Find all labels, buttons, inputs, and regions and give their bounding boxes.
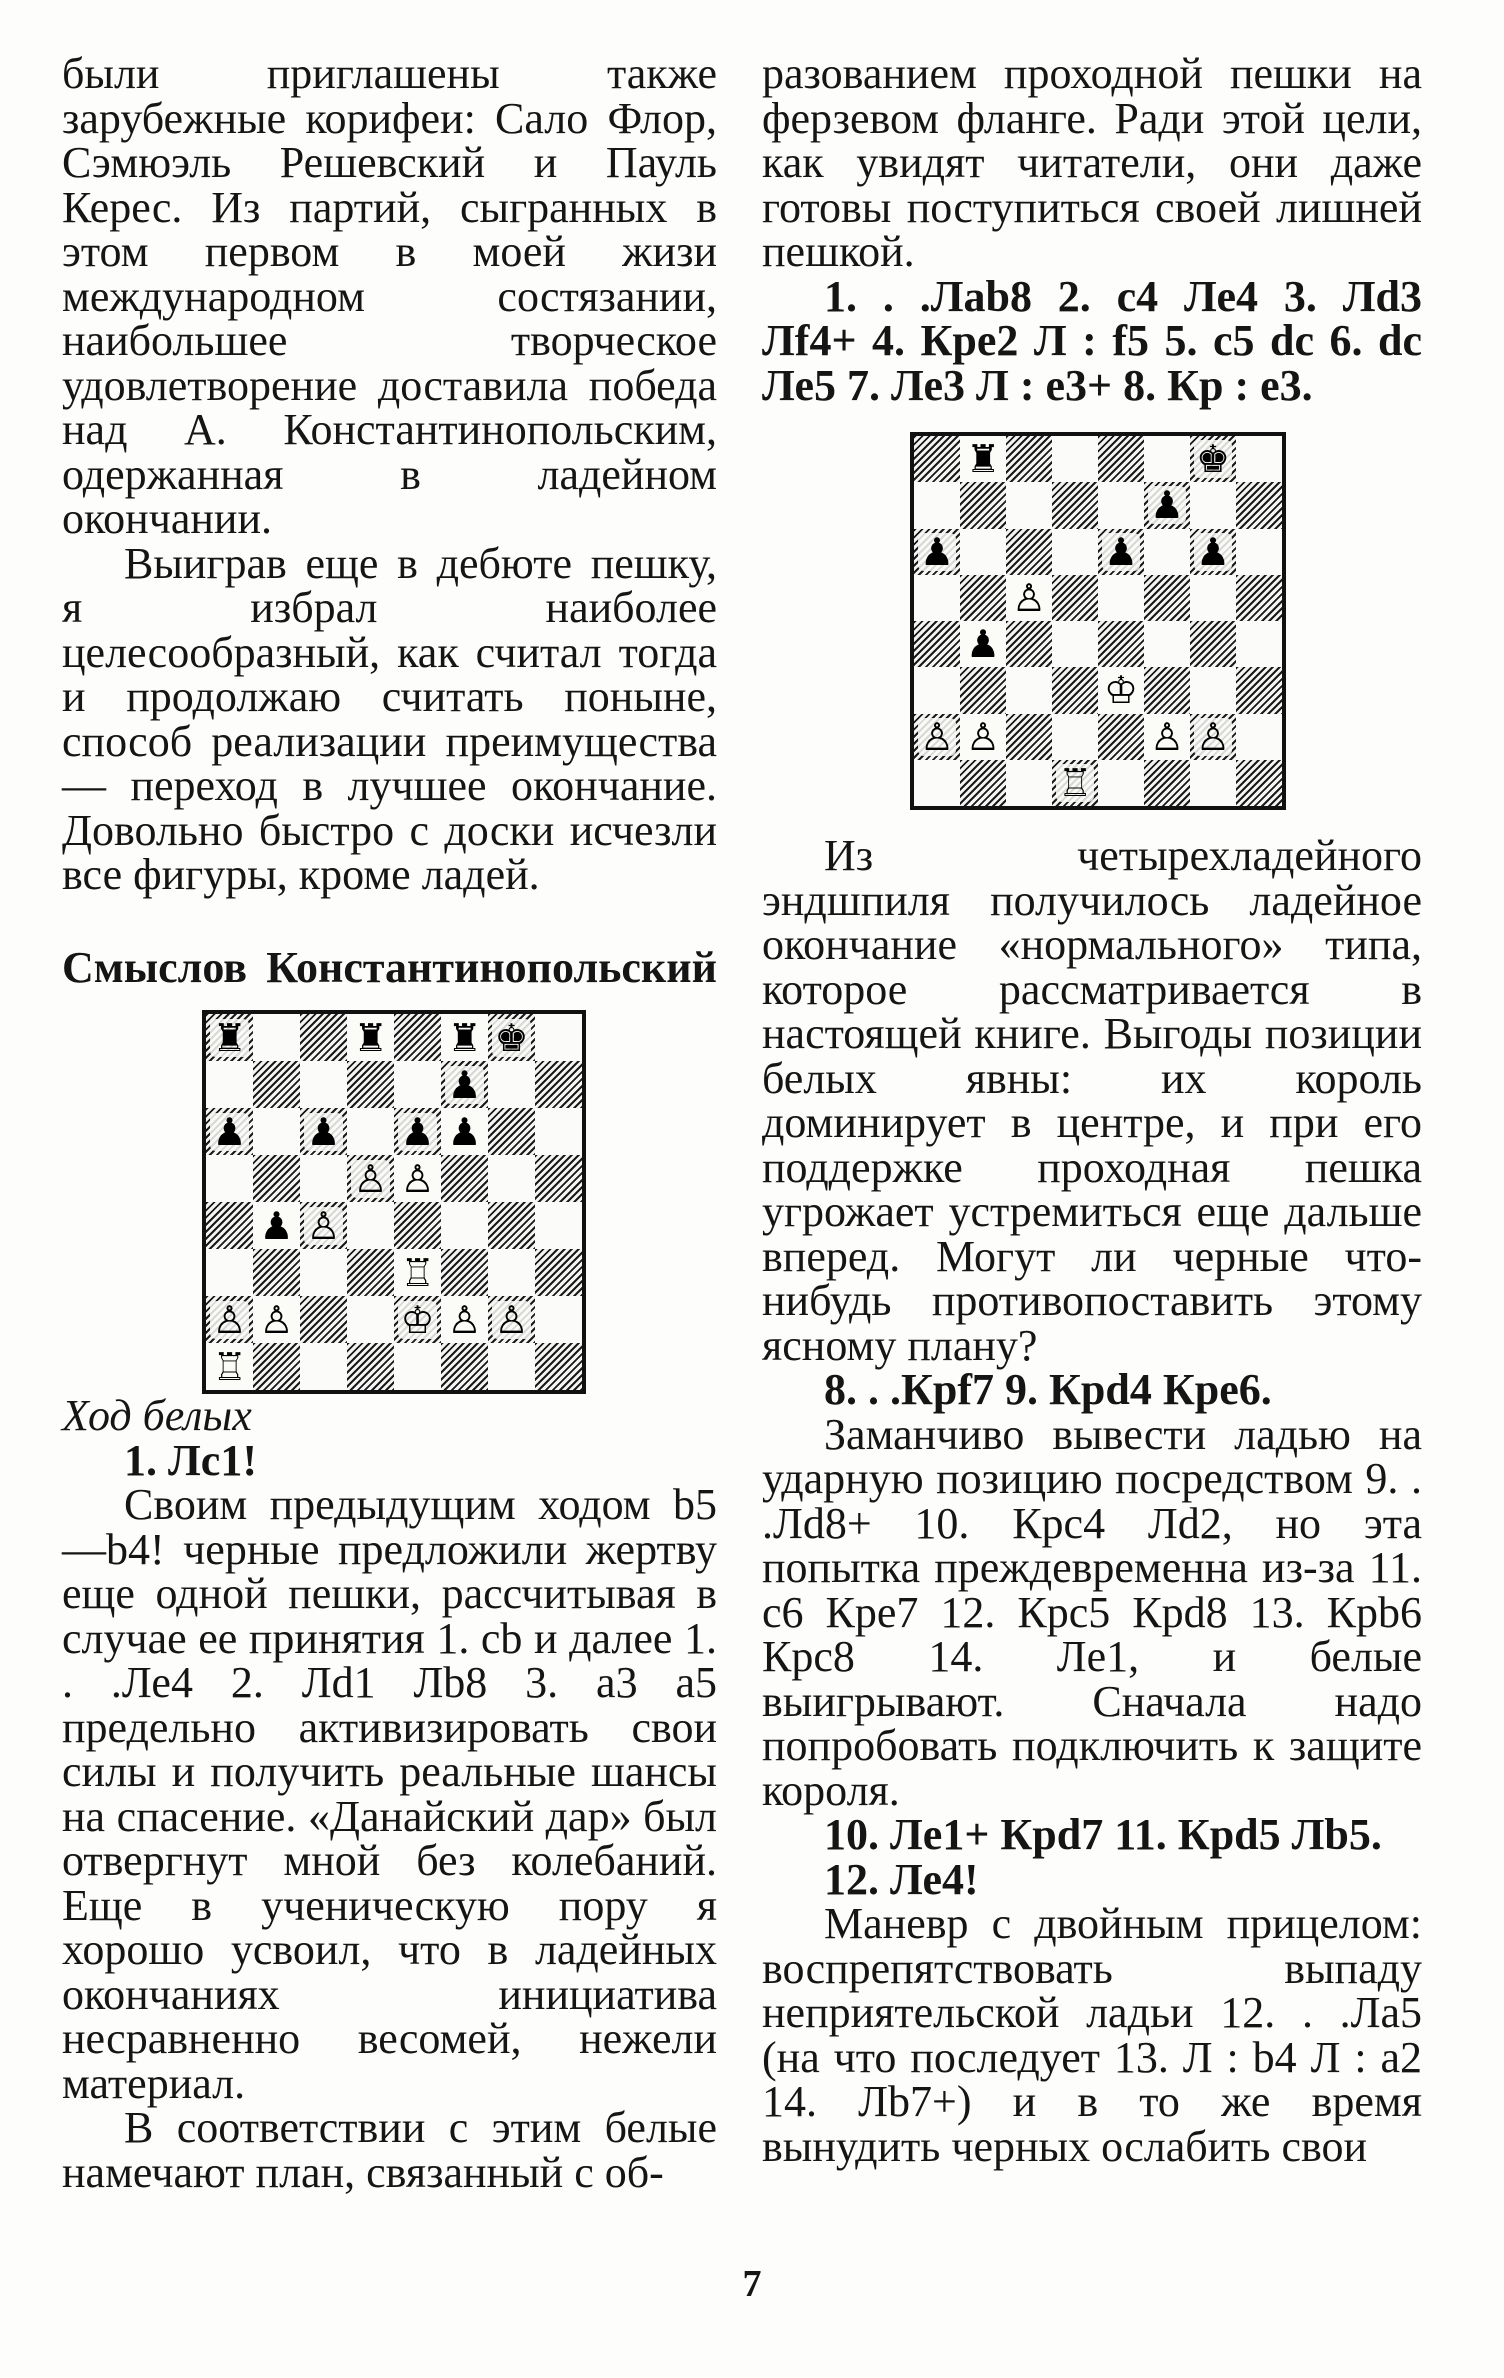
chess-piece-d5: ♙ — [353, 1156, 388, 1201]
square-h5 — [535, 1155, 582, 1202]
square-h1 — [535, 1343, 582, 1390]
square-a3 — [206, 1249, 253, 1296]
chess-piece-f6: ♟ — [447, 1109, 482, 1154]
square-c5 — [1006, 575, 1052, 621]
square-e5 — [1098, 575, 1144, 621]
square-a7 — [206, 1061, 253, 1108]
chess-piece-a2: ♙ — [919, 714, 955, 759]
chess-piece-f7: ♟ — [447, 1062, 482, 1107]
chess-piece-a8: ♜ — [212, 1015, 247, 1060]
square-g3 — [488, 1249, 535, 1296]
square-d4 — [1052, 621, 1098, 667]
square-h8 — [1236, 436, 1282, 482]
square-b4 — [960, 621, 1006, 667]
square-a6 — [206, 1108, 253, 1155]
chess-piece-e3: ♔ — [1103, 668, 1139, 713]
square-e6 — [394, 1108, 441, 1155]
left-paragraph-3: Своим предыдущим ходом b5—b4! черные предложили жертву еще одной пешки, рассчитывая в случае ее принятия 1. cb и далее 1. . .Ле4 2. Лd1 Лb8 3. а3 а5 предельно активизировать свои силы и получить реальные шансы на спасение. «Данайский дар» был отвергнут мной без колебаний. Еще в ученическую пору я хорошо усвоил, что в ладейных окончаниях инициатива несравненно весомей, нежели материал. — [62, 1480, 717, 2108]
moves-1: 1. . .Лab8 2. с4 Ле4 3. Лd3 Лf4+ 4. Крe2 Л : f5 5. c5 dc 6. dc Ле5 7. Ле3 Л : е3+ 8. Кр : е3. — [762, 271, 1422, 410]
left-column — [62, 49, 717, 2197]
square-b8 — [960, 436, 1006, 482]
square-b4 — [253, 1202, 300, 1249]
chess-piece-g8: ♚ — [1195, 437, 1231, 482]
chess-piece-a1: ♖ — [212, 1344, 247, 1389]
right-paragraph-2: Из четырехладейного эндшпиля получилось ладейное окончание «нормального» типа, которое рассматривается в настоящей книге. Выгоды позиции белых явны: их король доминирует в центре, и при его поддержке проходная пешка угрожает устремиться еще дальше вперед. Могут ли черные что-нибудь противопоставить этому ясному плану? — [762, 831, 1422, 1370]
square-a7 — [914, 482, 960, 528]
chess-piece-g6: ♟ — [1195, 529, 1231, 574]
chess-piece-b8: ♜ — [965, 437, 1001, 482]
square-d7 — [347, 1061, 394, 1108]
square-c6 — [1006, 529, 1052, 575]
chess-diagram-2 — [910, 432, 1286, 810]
square-a6 — [914, 529, 960, 575]
square-e7 — [394, 1061, 441, 1108]
square-e6 — [1098, 529, 1144, 575]
square-f6 — [1144, 529, 1190, 575]
square-b7 — [253, 1061, 300, 1108]
square-d3 — [347, 1249, 394, 1296]
diagram-caption: Ход белых — [62, 1391, 252, 1440]
square-h7 — [1236, 482, 1282, 528]
square-f4 — [1144, 621, 1190, 667]
square-c2 — [1006, 714, 1052, 760]
square-h2 — [1236, 714, 1282, 760]
square-e4 — [394, 1202, 441, 1249]
chess-piece-c6: ♟ — [306, 1109, 341, 1154]
square-d1 — [1052, 760, 1098, 806]
square-d7 — [1052, 482, 1098, 528]
square-c3 — [300, 1249, 347, 1296]
square-f2 — [441, 1296, 488, 1343]
square-b8 — [253, 1014, 300, 1061]
square-f7 — [1144, 482, 1190, 528]
square-h1 — [1236, 760, 1282, 806]
square-f5 — [1144, 575, 1190, 621]
square-b6 — [960, 529, 1006, 575]
square-f1 — [1144, 760, 1190, 806]
move-1: 1. Лс1! — [124, 1435, 257, 1485]
square-a5 — [914, 575, 960, 621]
square-a5 — [206, 1155, 253, 1202]
square-f5 — [441, 1155, 488, 1202]
square-g5 — [488, 1155, 535, 1202]
chess-piece-g8: ♚ — [494, 1015, 529, 1060]
square-c6 — [300, 1108, 347, 1155]
left-paragraph-1: были приглашены также зарубежные корифеи: Сало Флор, Сэмюэль Решевский и Пауль Керес. Из партий, сыгранных в этом первом в моей жизи международном состязании, наибольшее творческое удовлетворение доставила победа над А. Константинопольским, одержанная в ладейном окончании. — [62, 49, 717, 543]
square-e3 — [394, 1249, 441, 1296]
chess-piece-a6: ♟ — [919, 529, 955, 574]
square-d6 — [1052, 529, 1098, 575]
right-paragraph-1: разованием проходной пешки на ферзевом фланге. Ради этой цели, как увидят читатели, они даже готовы поступиться своей лишней пешкой. — [762, 49, 1422, 276]
chess-piece-a6: ♟ — [212, 1109, 247, 1154]
square-d8 — [347, 1014, 394, 1061]
square-b2 — [960, 714, 1006, 760]
square-b1 — [253, 1343, 300, 1390]
square-b6 — [253, 1108, 300, 1155]
square-b5 — [960, 575, 1006, 621]
chess-piece-e3: ♖ — [400, 1250, 435, 1295]
square-c1 — [300, 1343, 347, 1390]
square-c1 — [1006, 760, 1052, 806]
chess-piece-c5: ♙ — [1011, 575, 1047, 620]
chess-piece-d8: ♜ — [353, 1015, 388, 1060]
chess-piece-b2: ♙ — [259, 1297, 294, 1342]
square-e2 — [1098, 714, 1144, 760]
square-b3 — [960, 667, 1006, 713]
square-h2 — [535, 1296, 582, 1343]
square-g7 — [1190, 482, 1236, 528]
chess-piece-e2: ♔ — [400, 1297, 435, 1342]
square-f8 — [441, 1014, 488, 1061]
square-d2 — [1052, 714, 1098, 760]
square-e8 — [1098, 436, 1144, 482]
square-h3 — [535, 1249, 582, 1296]
square-h8 — [535, 1014, 582, 1061]
square-h3 — [1236, 667, 1282, 713]
square-g6 — [1190, 529, 1236, 575]
square-e1 — [1098, 760, 1144, 806]
chess-piece-f7: ♟ — [1149, 483, 1185, 528]
square-f3 — [441, 1249, 488, 1296]
square-b5 — [253, 1155, 300, 1202]
chess-piece-e6: ♟ — [400, 1109, 435, 1154]
square-d3 — [1052, 667, 1098, 713]
square-a8 — [206, 1014, 253, 1061]
right-paragraph-4: Маневр с двойным прицелом: воспрепятствовать выпаду неприятельской ладьи 12. . .Ла5 (на что последует 13. Л : b4 Л : а2 14. Лb7+) и в то же время вынудить черных ослабить свои — [762, 1899, 1422, 2171]
chess-piece-g2: ♙ — [494, 1297, 529, 1342]
square-g4 — [488, 1202, 535, 1249]
square-b3 — [253, 1249, 300, 1296]
moves-2: 8. . .Крf7 9. Крd4 Крe6. — [824, 1365, 1272, 1414]
square-d1 — [347, 1343, 394, 1390]
moves-3: 10. Лe1+ Крd7 11. Крd5 Лb5. — [824, 1810, 1382, 1859]
square-e3 — [1098, 667, 1144, 713]
chess-piece-b2: ♙ — [965, 714, 1001, 759]
game-heading — [62, 942, 717, 992]
square-f4 — [441, 1202, 488, 1249]
chess-piece-c4: ♙ — [306, 1203, 341, 1248]
square-d2 — [347, 1296, 394, 1343]
left-paragraph-4: В соответствии с этим белые намечают план, связанный с об- — [62, 2103, 717, 2197]
square-a2 — [206, 1296, 253, 1343]
square-f6 — [441, 1108, 488, 1155]
square-h7 — [535, 1061, 582, 1108]
page-number: 7 — [742, 2263, 762, 2305]
square-a2 — [914, 714, 960, 760]
square-e2 — [394, 1296, 441, 1343]
chess-piece-e6: ♟ — [1103, 529, 1139, 574]
square-c7 — [1006, 482, 1052, 528]
chess-piece-f8: ♜ — [447, 1015, 482, 1060]
square-c5 — [300, 1155, 347, 1202]
player-black: Константинопольский — [266, 942, 717, 992]
square-e4 — [1098, 621, 1144, 667]
square-f8 — [1144, 436, 1190, 482]
left-paragraph-2: Выиграв еще в дебюте пешку, я избрал наиболее целесообразный, как считал тогда и продолжаю считать поныне, способ реализации преимущества — переход в лучшее окончание. Довольно быстро с доски исчезли все фигуры, кроме ладей. — [62, 538, 717, 899]
square-g1 — [1190, 760, 1236, 806]
square-h4 — [1236, 621, 1282, 667]
square-a4 — [206, 1202, 253, 1249]
chess-piece-a2: ♙ — [212, 1297, 247, 1342]
square-c8 — [300, 1014, 347, 1061]
square-d5 — [347, 1155, 394, 1202]
square-h5 — [1236, 575, 1282, 621]
square-e7 — [1098, 482, 1144, 528]
square-b2 — [253, 1296, 300, 1343]
square-c4 — [300, 1202, 347, 1249]
square-b1 — [960, 760, 1006, 806]
square-e5 — [394, 1155, 441, 1202]
square-g5 — [1190, 575, 1236, 621]
square-g2 — [1190, 714, 1236, 760]
square-g3 — [1190, 667, 1236, 713]
square-a3 — [914, 667, 960, 713]
square-g7 — [488, 1061, 535, 1108]
square-f2 — [1144, 714, 1190, 760]
chess-piece-b4: ♟ — [259, 1203, 294, 1248]
chess-piece-f2: ♙ — [1149, 714, 1185, 759]
square-g2 — [488, 1296, 535, 1343]
square-f3 — [1144, 667, 1190, 713]
square-h4 — [535, 1202, 582, 1249]
square-c8 — [1006, 436, 1052, 482]
square-d5 — [1052, 575, 1098, 621]
square-g8 — [488, 1014, 535, 1061]
square-c4 — [1006, 621, 1052, 667]
square-c3 — [1006, 667, 1052, 713]
square-a8 — [914, 436, 960, 482]
right-column — [762, 49, 1422, 2171]
chess-piece-b4: ♟ — [965, 622, 1001, 667]
player-white: Смыслов — [62, 942, 247, 992]
right-paragraph-3: Заманчиво вывести ладью на ударную позицию посредством 9. . .Лd8+ 10. Крс4 Лd2, но эта попытка преждевременна из-за 11. с6 Крe7 12. Крс5 Крd8 13. Крb6 Крс8 14. Лe1, и белые выигрывают. Сначала надо попробовать подключить к защите короля. — [762, 1409, 1422, 1815]
chess-piece-g2: ♙ — [1195, 714, 1231, 759]
square-g6 — [488, 1108, 535, 1155]
square-e1 — [394, 1343, 441, 1390]
chess-piece-e5: ♙ — [400, 1156, 435, 1201]
square-d4 — [347, 1202, 394, 1249]
square-g8 — [1190, 436, 1236, 482]
square-g4 — [1190, 621, 1236, 667]
square-e8 — [394, 1014, 441, 1061]
square-f1 — [441, 1343, 488, 1390]
square-b7 — [960, 482, 1006, 528]
chess-piece-f2: ♙ — [447, 1297, 482, 1342]
chess-diagram-1 — [202, 1010, 586, 1394]
square-h6 — [535, 1108, 582, 1155]
square-a1 — [206, 1343, 253, 1390]
square-c7 — [300, 1061, 347, 1108]
square-f7 — [441, 1061, 488, 1108]
square-d8 — [1052, 436, 1098, 482]
square-a4 — [914, 621, 960, 667]
square-a1 — [914, 760, 960, 806]
square-h6 — [1236, 529, 1282, 575]
square-d6 — [347, 1108, 394, 1155]
chess-piece-d1: ♖ — [1057, 760, 1093, 805]
square-c2 — [300, 1296, 347, 1343]
moves-4: 12. Ле4! — [824, 1854, 979, 1904]
square-g1 — [488, 1343, 535, 1390]
